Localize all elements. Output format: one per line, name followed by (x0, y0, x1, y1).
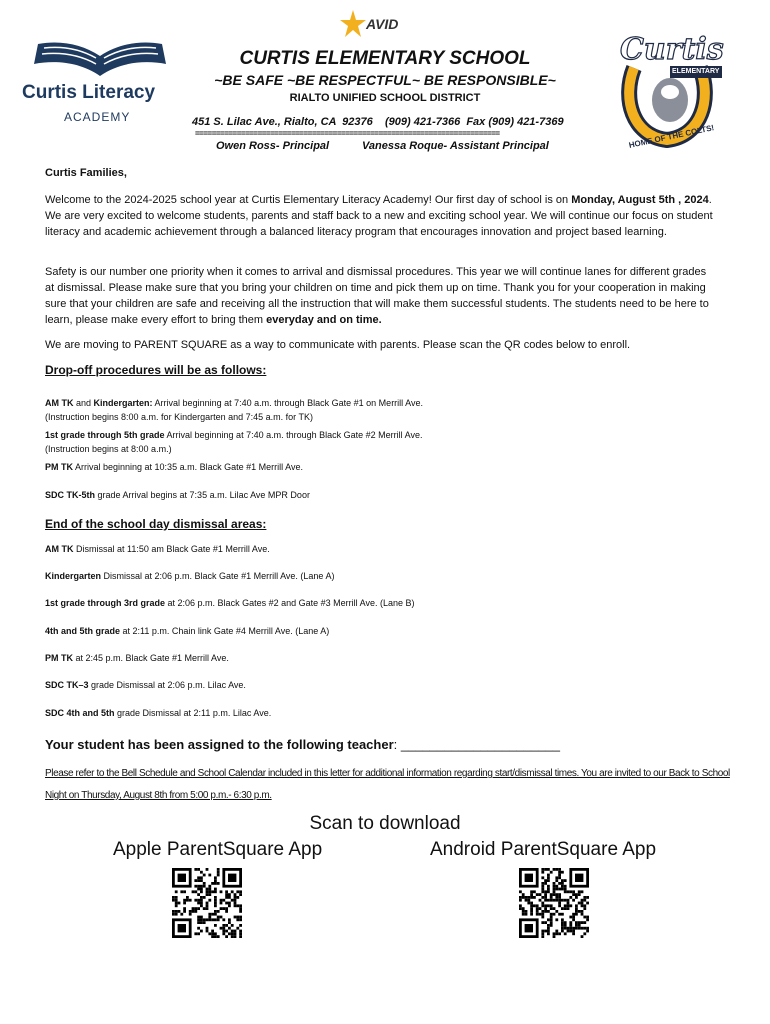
dismissal-grade: AM TK (45, 544, 74, 554)
assistant-principal-name: Vanessa Roque- Assistant Principal (362, 140, 549, 152)
open-book-icon (30, 38, 170, 80)
logo-banner: ELEMENTARY (672, 68, 720, 75)
dismissal-text: Dismissal at 11:50 am Black Gate #1 Merrill Ave. (73, 544, 270, 554)
dismissal-grade: 4th and 5th grade (45, 626, 121, 636)
logo-tagline: HOME OF THE COLTS! (628, 123, 715, 150)
dropoff-instruction-note: (Instruction begins 8:00 a.m. for Kindergarten and 7:45 a.m. for TK) (45, 412, 313, 422)
curtis-literacy-logo (0, 0, 190, 130)
paragraph-welcome (45, 192, 713, 240)
dropoff-text: Arrival beginning at 10:35 a.m. Black Gate #1 Merrill Ave. (73, 462, 303, 472)
dismissal-item (45, 624, 705, 638)
teacher-label: Your student has been assigned to the following teacher (45, 737, 394, 752)
teacher-assignment (45, 737, 560, 752)
welcome-text-cont: . We are very excited to welcome students, parents and staff back to a new and exciting school year. We will continue our focus on student literacy and academic achievement through a balanced literacy program that encourages innovation and project based learning. (45, 194, 713, 238)
logo-script-name: Curtis (620, 32, 724, 67)
android-qr-code-icon[interactable] (519, 868, 589, 938)
dismissal-text: at 2:45 p.m. Black Gate #1 Merrill Ave. (73, 653, 229, 663)
dismissal-grade: Kindergarten (45, 571, 102, 581)
scan-title: Scan to download (309, 813, 461, 834)
dropoff-text: and (73, 398, 94, 408)
dismissal-item (45, 596, 705, 610)
logo-subtitle: ACADEMY (64, 110, 131, 124)
dismissal-item (45, 569, 705, 583)
dismissal-item (45, 542, 705, 556)
first-day-date: Monday, August 5th , 2024 (571, 194, 709, 206)
dropoff-grade: AM TK (45, 398, 74, 408)
dropoff-grade: 1st grade through 5th grade (45, 430, 165, 440)
teacher-colon: : (393, 737, 398, 752)
dismissal-item (45, 678, 705, 692)
dropoff-item (45, 396, 705, 424)
dropoff-text: Arrival beginning at 7:40 a.m. through Black Gate #1 on Merrill Ave. (152, 398, 424, 408)
dropoff-item (45, 460, 705, 474)
school-name: CURTIS ELEMENTARY SCHOOL (239, 48, 531, 69)
star-figure-icon (340, 10, 366, 40)
safety-text: Safety is our number one priority when it comes to arrival and dismissal procedures. This year we will continue lanes for different grades at dismissal. Please make sure that you bring your children on time and pick them up on time. Thank you for your cooperation in making sure that your children are safe and receiving all the instruction that will make them successful students. The students need to be here to learn, please make every effort to bring them (45, 266, 709, 326)
dismissal-grade: SDC 4th and 5th (45, 708, 115, 718)
dismissal-item (45, 706, 705, 720)
dropoff-text: grade Arrival begins at 7:35 a.m. Lilac Ave MPR Door (95, 490, 310, 500)
paragraph-parentsquare: We are moving to PARENT SQUARE as a way to communicate with parents. Please scan the QR codes below to enroll. (45, 339, 631, 351)
dismissal-text: at 2:06 p.m. Black Gates #2 and Gate #3 Merrill Ave. (Lane B) (165, 598, 415, 608)
welcome-text: Welcome to the 2024-2025 school year at Curtis Elementary Literacy Academy! Our first day of school is on (45, 194, 572, 206)
apple-qr-code-icon[interactable] (172, 868, 242, 938)
district-name: RIALTO UNIFIED SCHOOL DISTRICT (289, 92, 481, 104)
dismissal-item (45, 651, 705, 665)
paragraph-safety (45, 264, 713, 328)
apple-app-label: Apple ParentSquare App (113, 839, 323, 860)
bell-schedule-note: Please refer to the Bell Schedule and School Calendar included in this letter for additional information regarding start/dismissal times. You are invited to our Back to School Night on Thursday, August 8th from 5:00 p.m.- 6:30 p.m. (45, 768, 730, 801)
dropoff-item (45, 488, 705, 502)
school-motto: ~BE SAFE ~BE RESPECTFUL~ BE RESPONSIBLE~ (214, 72, 556, 88)
dropoff-grade: PM TK (45, 462, 73, 472)
android-app-label: Android ParentSquare App (430, 839, 657, 860)
dismissal-heading: End of the school day dismissal areas: (45, 517, 267, 531)
safety-emphasis: everyday and on time. (266, 314, 382, 326)
logo-title: Curtis Literacy (22, 82, 156, 103)
dropoff-heading: Drop-off procedures will be as follows: (45, 363, 267, 377)
dismissal-text: at 2:11 p.m. Chain link Gate #4 Merrill Ave. (Lane A) (120, 626, 330, 636)
dismissal-grade: PM TK (45, 653, 73, 663)
salutation: Curtis Families, (45, 167, 127, 179)
dismissal-grade: SDC TK–3 (45, 680, 89, 690)
school-address: 451 S. Lilac Ave., Rialto, CA 92376 (909) 421-7366 Fax (909) 421-7369 (192, 116, 564, 128)
dismissal-grade: 1st grade through 3rd grade (45, 598, 166, 608)
dropoff-text: Arrival beginning at 7:40 a.m. through Black Gate #2 Merrill Ave. (164, 430, 423, 440)
dismissal-text: grade Dismissal at 2:11 p.m. Lilac Ave. (114, 708, 272, 718)
dropoff-instruction-note: (Instruction begins at 8:00 a.m.) (45, 444, 172, 454)
dropoff-grade: SDC TK-5th (45, 490, 95, 500)
curtis-colts-logo (612, 28, 722, 148)
avid-logo (340, 10, 420, 46)
dropoff-item (45, 428, 705, 456)
teacher-blank-line: ______________________ (397, 737, 560, 752)
dismissal-text: grade Dismissal at 2:06 p.m. Lilac Ave. (88, 680, 246, 690)
avid-text: AVID (366, 16, 399, 32)
dismissal-text: Dismissal at 2:06 p.m. Black Gate #1 Merrill Ave. (Lane A) (101, 571, 335, 581)
header-divider: ========================================================================= (195, 129, 500, 138)
dropoff-grade: Kindergarten: (93, 398, 153, 408)
principal-name: Owen Ross- Principal (216, 140, 330, 152)
